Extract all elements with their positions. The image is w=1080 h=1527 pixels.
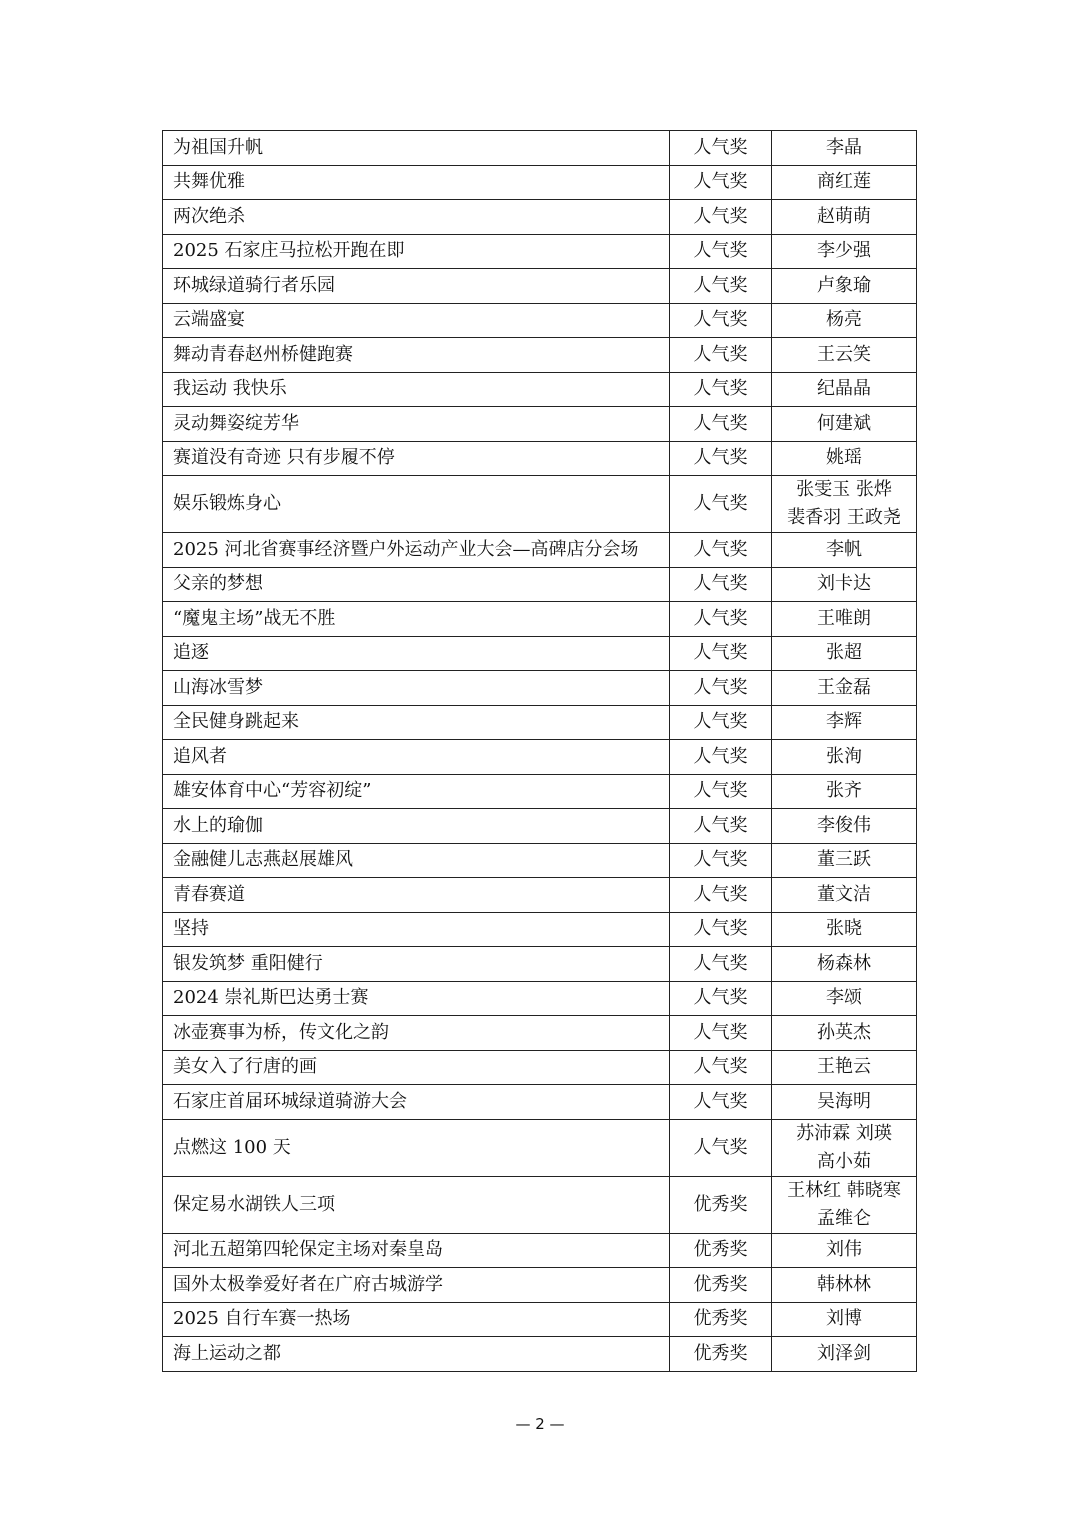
- award-cell: 优秀奖: [670, 1233, 772, 1268]
- award-cell: 人气奖: [670, 407, 772, 442]
- entry-title-cell: 娱乐锻炼身心: [163, 476, 670, 533]
- author-cell: [772, 476, 917, 533]
- author-cell: [772, 878, 917, 913]
- author-cell: [772, 407, 917, 442]
- entry-title-cell: 两次绝杀: [163, 200, 670, 235]
- page-number: — 2 —: [515, 1415, 565, 1433]
- table-row: [163, 878, 917, 913]
- table-row: [163, 740, 917, 775]
- author-name: 吴海明: [817, 1090, 871, 1112]
- author-cell: [772, 1176, 917, 1233]
- author-name: 李帆: [826, 538, 862, 560]
- award-cell: 人气奖: [670, 636, 772, 671]
- author-name: 刘泽剑: [817, 1342, 871, 1364]
- award-cell: 人气奖: [670, 234, 772, 269]
- entry-title-cell: 坚持: [163, 912, 670, 947]
- author-cell: [772, 533, 917, 568]
- entry-title-cell: 2025 河北省赛事经济暨户外运动产业大会—高碑店分会场: [163, 533, 670, 568]
- author-name: 韩林林: [817, 1273, 871, 1295]
- author-cell: [772, 671, 917, 706]
- entry-title-cell: 冰壶赛事为桥，传文化之韵: [163, 1016, 670, 1051]
- author-name: 高小茹: [817, 1150, 871, 1172]
- award-cell: 人气奖: [670, 947, 772, 982]
- table-row: [163, 912, 917, 947]
- author-cell: [772, 165, 917, 200]
- award-cell: 人气奖: [670, 165, 772, 200]
- award-cell: 人气奖: [670, 809, 772, 844]
- author-name: 李俊伟: [817, 814, 871, 836]
- entry-title-cell: 2024 崇礼斯巴达勇士赛: [163, 981, 670, 1016]
- author-cell: [772, 303, 917, 338]
- author-cell: [772, 338, 917, 373]
- table-row: [163, 1050, 917, 1085]
- author-name: 张雯玉 张烨: [796, 479, 892, 500]
- awards-table-body: [163, 131, 917, 1372]
- table-row: [163, 338, 917, 373]
- author-cell: [772, 843, 917, 878]
- entry-title-cell: 2025 石家庄马拉松开跑在即: [163, 234, 670, 269]
- table-row: [163, 165, 917, 200]
- author-name: 裴香羽 王政尧: [787, 507, 901, 528]
- table-row: [163, 705, 917, 740]
- author-name: 卢象瑜: [817, 274, 871, 296]
- table-row: [163, 1176, 917, 1233]
- author-cell: [772, 1233, 917, 1268]
- award-cell: 人气奖: [670, 671, 772, 706]
- table-row: [163, 567, 917, 602]
- entry-title-cell: 环城绿道骑行者乐园: [163, 269, 670, 304]
- author-cell: [772, 1016, 917, 1051]
- author-cell: [772, 912, 917, 947]
- author-name: 刘伟: [826, 1239, 862, 1261]
- entry-title-cell: 点燃这 100 天: [163, 1119, 670, 1176]
- author-cell: [772, 234, 917, 269]
- table-row: [163, 809, 917, 844]
- table-row: [163, 981, 917, 1016]
- entry-title-cell: 河北五超第四轮保定主场对秦皇岛: [163, 1233, 670, 1268]
- award-cell: 人气奖: [670, 912, 772, 947]
- author-cell: [772, 602, 917, 637]
- table-row: [163, 234, 917, 269]
- award-cell: 人气奖: [670, 303, 772, 338]
- entry-title-cell: “魔鬼主场”战无不胜: [163, 602, 670, 637]
- author-name: 赵萌萌: [817, 205, 871, 227]
- table-row: [163, 1268, 917, 1303]
- entry-title-cell: 为祖国升帆: [163, 131, 670, 166]
- award-cell: 人气奖: [670, 372, 772, 407]
- award-cell: 人气奖: [670, 1016, 772, 1051]
- table-row: [163, 1016, 917, 1051]
- entry-title-cell: 青春赛道: [163, 878, 670, 913]
- entry-title-cell: 2025 自行车赛一热场: [163, 1302, 670, 1337]
- table-row: [163, 774, 917, 809]
- author-cell: [772, 981, 917, 1016]
- author-cell: [772, 1337, 917, 1372]
- table-row: [163, 269, 917, 304]
- author-name: 纪晶晶: [817, 378, 871, 400]
- entry-title-cell: 石家庄首届环城绿道骑游大会: [163, 1085, 670, 1120]
- author-name: 张超: [826, 642, 862, 664]
- award-cell: 人气奖: [670, 338, 772, 373]
- author-name: 孟维仑: [817, 1207, 871, 1229]
- award-cell: 人气奖: [670, 533, 772, 568]
- award-cell: 优秀奖: [670, 1337, 772, 1372]
- author-cell: [772, 1302, 917, 1337]
- author-cell: [772, 200, 917, 235]
- entry-title-cell: 赛道没有奇迹 只有步履不停: [163, 441, 670, 476]
- award-cell: 人气奖: [670, 1085, 772, 1120]
- award-cell: 人气奖: [670, 200, 772, 235]
- entry-title-cell: 追逐: [163, 636, 670, 671]
- entry-title-cell: 雄安体育中心“芳容初绽”: [163, 774, 670, 809]
- author-name: 刘卡达: [817, 573, 871, 595]
- award-cell: 人气奖: [670, 740, 772, 775]
- entry-title-cell: 舞动青春赵州桥健跑赛: [163, 338, 670, 373]
- author-cell: [772, 372, 917, 407]
- awards-table: [162, 130, 917, 1372]
- table-row: [163, 476, 917, 533]
- table-row: [163, 843, 917, 878]
- award-cell: 人气奖: [670, 1050, 772, 1085]
- entry-title-cell: 全民健身跳起来: [163, 705, 670, 740]
- author-name: 王艳云: [817, 1056, 871, 1078]
- author-cell: [772, 1268, 917, 1303]
- author-cell: [772, 809, 917, 844]
- entry-title-cell: 山海冰雪梦: [163, 671, 670, 706]
- entry-title-cell: 灵动舞姿绽芳华: [163, 407, 670, 442]
- author-name: 李颂: [826, 987, 862, 1009]
- author-cell: [772, 1119, 917, 1176]
- author-name: 王唯朗: [817, 607, 871, 629]
- award-cell: 人气奖: [670, 774, 772, 809]
- author-name: 李辉: [826, 711, 862, 733]
- award-cell: 人气奖: [670, 131, 772, 166]
- award-cell: 优秀奖: [670, 1268, 772, 1303]
- table-row: [163, 1085, 917, 1120]
- table-row: [163, 200, 917, 235]
- table-row: [163, 602, 917, 637]
- author-name: 杨森林: [817, 952, 871, 974]
- author-name: 王云笑: [817, 343, 871, 365]
- table-row: [163, 303, 917, 338]
- award-cell: 优秀奖: [670, 1302, 772, 1337]
- author-name: 李少强: [817, 240, 871, 262]
- entry-title-cell: 金融健儿志燕赵展雄风: [163, 843, 670, 878]
- table-row: [163, 1302, 917, 1337]
- award-cell: 人气奖: [670, 269, 772, 304]
- author-cell: [772, 269, 917, 304]
- table-row: [163, 1119, 917, 1176]
- author-name: 刘博: [826, 1308, 862, 1330]
- award-cell: 人气奖: [670, 441, 772, 476]
- table-row: [163, 533, 917, 568]
- author-name: 张晓: [826, 918, 862, 940]
- table-row: [163, 671, 917, 706]
- table-row: [163, 372, 917, 407]
- author-name: 姚瑶: [826, 447, 862, 469]
- entry-title-cell: 父亲的梦想: [163, 567, 670, 602]
- award-cell: 人气奖: [670, 981, 772, 1016]
- table-row: [163, 1233, 917, 1268]
- author-name: 何建斌: [817, 412, 871, 434]
- author-name: 张洵: [826, 745, 862, 767]
- table-row: [163, 407, 917, 442]
- table-row: [163, 441, 917, 476]
- author-name: 杨亮: [826, 309, 862, 331]
- entry-title-cell: 银发筑梦 重阳健行: [163, 947, 670, 982]
- author-name: 孙英杰: [817, 1021, 871, 1043]
- award-cell: 人气奖: [670, 602, 772, 637]
- table-row: [163, 131, 917, 166]
- entry-title-cell: 追风者: [163, 740, 670, 775]
- author-name: 王林红 韩晓寒: [787, 1179, 901, 1201]
- award-cell: 人气奖: [670, 843, 772, 878]
- award-cell: 人气奖: [670, 1119, 772, 1176]
- author-name: 董文洁: [817, 883, 871, 905]
- entry-title-cell: 国外太极拳爱好者在广府古城游学: [163, 1268, 670, 1303]
- author-cell: [772, 441, 917, 476]
- table-row: [163, 636, 917, 671]
- entry-title-cell: 海上运动之都: [163, 1337, 670, 1372]
- author-cell: [772, 705, 917, 740]
- entry-title-cell: 保定易水湖铁人三项: [163, 1176, 670, 1233]
- table-row: [163, 1337, 917, 1372]
- author-name: 苏沛霖 刘瑛: [796, 1122, 892, 1144]
- author-cell: [772, 567, 917, 602]
- author-name: 张齐: [826, 780, 862, 802]
- award-cell: 人气奖: [670, 476, 772, 533]
- entry-title-cell: 美女入了行唐的画: [163, 1050, 670, 1085]
- author-name: 李晶: [826, 136, 862, 158]
- author-name: 商红莲: [817, 171, 871, 193]
- entry-title-cell: 共舞优雅: [163, 165, 670, 200]
- author-name: 董三跃: [817, 849, 871, 871]
- table-row: [163, 947, 917, 982]
- author-cell: [772, 1050, 917, 1085]
- award-cell: 人气奖: [670, 705, 772, 740]
- author-cell: [772, 740, 917, 775]
- author-cell: [772, 947, 917, 982]
- author-name: 王金磊: [817, 676, 871, 698]
- award-cell: 优秀奖: [670, 1176, 772, 1233]
- award-cell: 人气奖: [670, 878, 772, 913]
- author-cell: [772, 774, 917, 809]
- entry-title-cell: 我运动 我快乐: [163, 372, 670, 407]
- author-cell: [772, 636, 917, 671]
- entry-title-cell: 水上的瑜伽: [163, 809, 670, 844]
- author-cell: [772, 131, 917, 166]
- entry-title-cell: 云端盛宴: [163, 303, 670, 338]
- author-cell: [772, 1085, 917, 1120]
- award-cell: 人气奖: [670, 567, 772, 602]
